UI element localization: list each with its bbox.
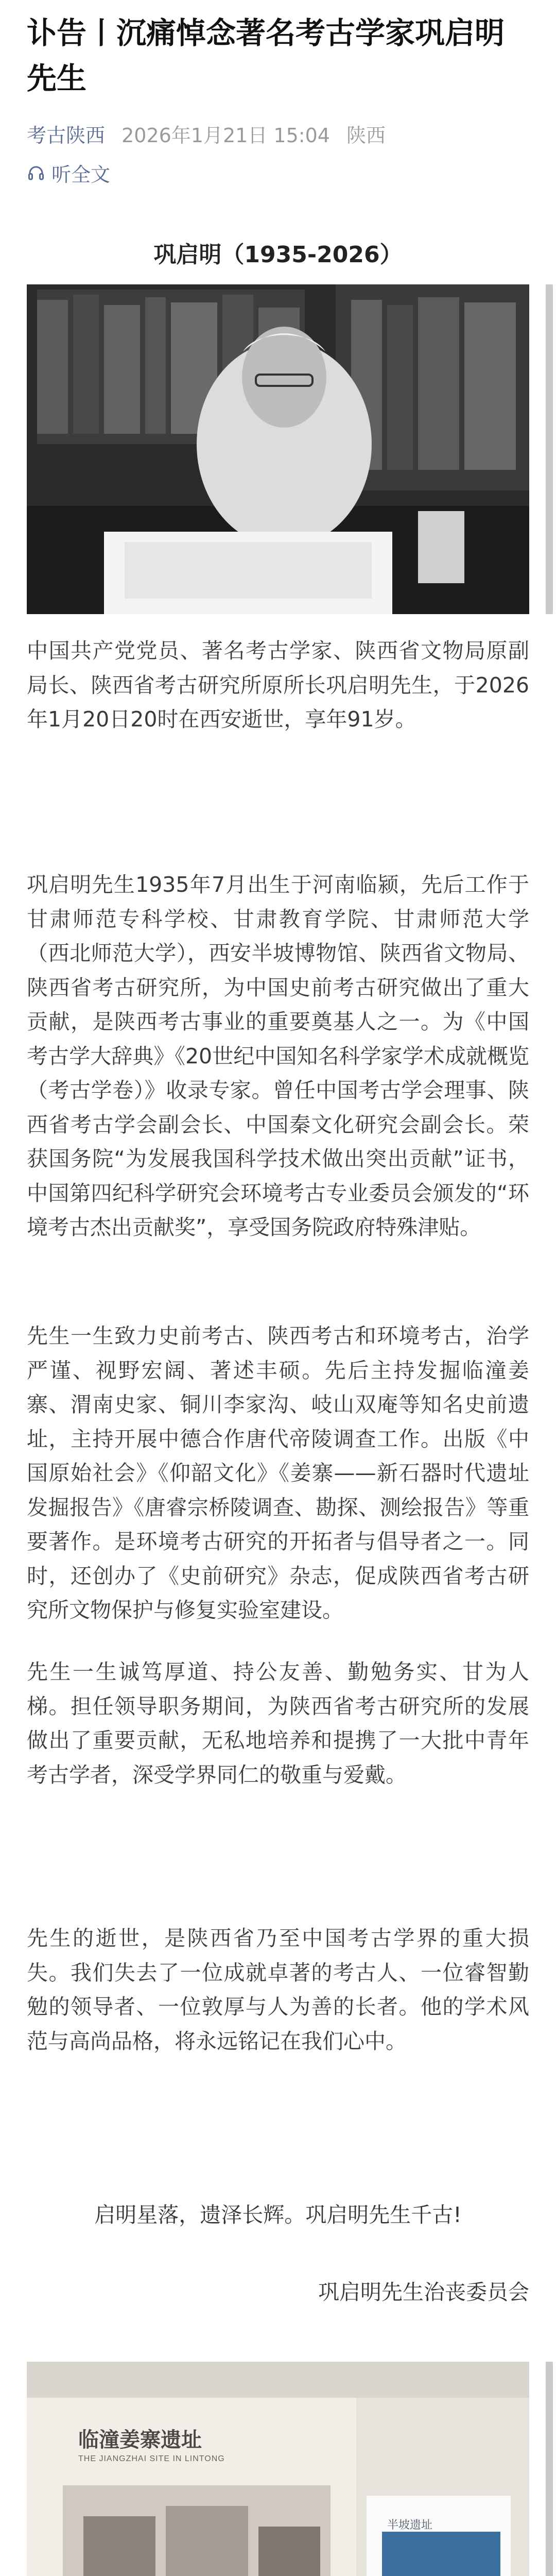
museum-photo (27, 2362, 529, 2576)
portrait-heading: 巩启明（1935-2026） (153, 242, 403, 268)
account-name-link[interactable]: 考古陕西 (27, 124, 106, 147)
listen-label: 听全文 (51, 163, 111, 186)
scroll-indicator-top (546, 284, 553, 614)
exhibit-panel-subtitle: THE JIANGZHAI SITE IN LINTONG (78, 2454, 225, 2463)
paragraph-obituary-intro: 中国共产党党员、著名考古学家、陕西省文物局原副局长、陕西省考古研究所原所长巩启明先生，于2026年1月20日20时在西安逝世，享年91岁。 (27, 638, 529, 732)
scroll-indicator-bottom (546, 2362, 553, 2576)
paragraph-research: 先生一生致力史前考古、陕西考古和环境考古，治学严谨、视野宏阔、著述丰硕。先后主持发掘临潼姜寨、渭南史家、铜川李家沟、岐山双庵等知名史前遗址，主持开展中德合作唐代帝陵调查工作。出版《中国原始社会》《仰韶文化》《姜寨——新石器时代遗址发掘报告》《唐睿宗桥陵调查、勘探、测绘报告》等重要著作。是环境考古研究的开拓者与倡导者之一。同时，还创办了《史前研究》杂志，促成陕西省考古研究所文物保护与修复实验室建设。 (27, 1324, 529, 1622)
museum-illustration (27, 2362, 529, 2576)
paragraph-character: 先生一生诚笃厚道、持公友善、勤勉务实、甘为人梯。担任领导职务期间，为陕西省考古研究所的发展做出了重要贡献，无私地培养和提携了一大批中青年考古学者，深受学界同仁的敬重与爱戴。 (27, 1659, 529, 1787)
publish-time: 2026年1月21日 15:04 (121, 124, 330, 147)
signature: 巩启明先生治丧委员会 (318, 2280, 529, 2304)
publish-region: 陕西 (346, 124, 386, 147)
side-panel-text: 半坡遗址 (387, 2519, 433, 2532)
portrait-illustration (27, 284, 529, 614)
listen-full-text-button[interactable] (27, 159, 110, 187)
exhibit-panel-title: 临潼姜寨遗址 (78, 2428, 202, 2452)
article-title: 讣告丨沉痛悼念著名考古学家巩启明先生 (27, 15, 505, 96)
article-meta (27, 120, 386, 148)
paragraph-tribute: 先生的逝世，是陕西省乃至中国考古学界的重大损失。我们失去了一位成就卓著的考古人、一位睿智勤勉的领导者、一位敦厚与人为善的长者。他的学术风范与高尚品格，将永远铭记在我们心中。 (27, 1926, 529, 2054)
closing-line: 启明星落，遗泽长辉。巩启明先生千古! (94, 2202, 462, 2227)
headphones-icon (27, 164, 45, 182)
portrait-photo (27, 284, 529, 614)
paragraph-biography: 巩启明先生1935年7月出生于河南临颍，先后工作于甘肃师范专科学校、甘肃教育学院、甘肃师范大学（西北师范大学），西安半坡博物馆、陕西省文物局、陕西省考古研究所，为中国史前考古研究做出了重大贡献，是陕西考古事业的重要奠基人之一。为《中国考古学大辞典》《20世纪中国知名科学家学术成就概览（考古学卷）》收录专家。曾任中国考古学会理事、陕西省考古学会副会长、中国秦文化研究会副会长。荣获国务院“为发展我国科学技术做出突出贡献”证书，中国第四纪科学研究会环境考古专业委员会颁发的“环境考古杰出贡献奖”，享受国务院政府特殊津贴。 (27, 872, 529, 1240)
